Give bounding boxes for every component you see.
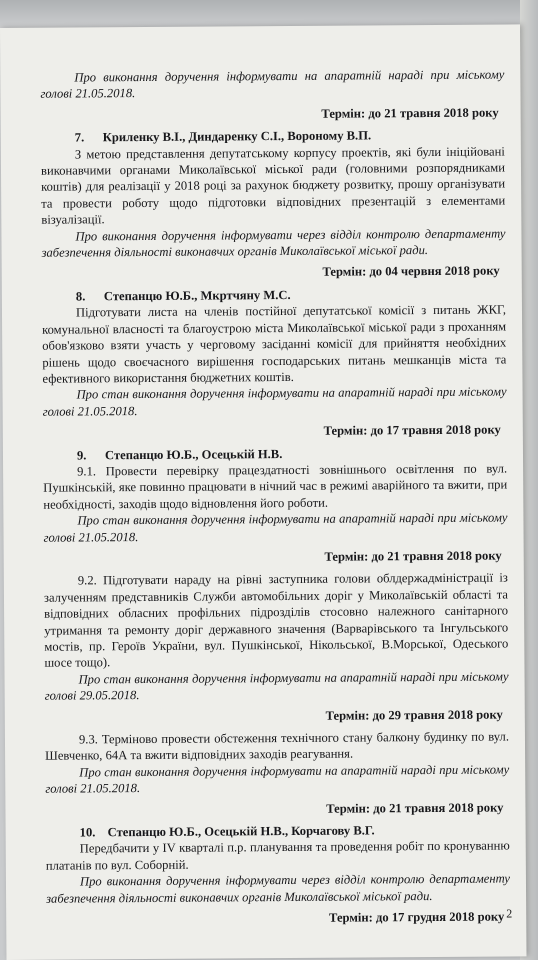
deadline bbox=[43, 422, 507, 442]
instruction-note: Про стан виконання доручення інформувати на апаратній нараді при міському голові 21.05.2018. bbox=[43, 510, 508, 545]
deadline bbox=[46, 909, 510, 929]
deadline-text: Термін: до 29 травня 2018 року bbox=[325, 707, 503, 723]
deadline-text: Термін: до 17 грудня 2018 року bbox=[328, 909, 505, 925]
section-number: 10. bbox=[79, 825, 96, 840]
deadline bbox=[42, 263, 506, 283]
deadline-text: Термін: до 21 травня 2018 року bbox=[321, 105, 499, 121]
section-assignees: Криленку В.І., Диндаренку С.І., Вороному В.П. bbox=[102, 128, 372, 145]
instruction-note: Про виконання доручення інформувати на апаратній нараді при міському голові 21.05.2018. bbox=[40, 67, 505, 102]
instruction-note: Про виконання доручення інформувати через відділ контролю департаменту забезпечення діяльності виконавчих органів Миколаївської міської ради. bbox=[46, 871, 511, 906]
section-assignees: Степанцю Ю.Б., Мкртчяну М.С. bbox=[103, 287, 291, 304]
instruction-note: Про виконання доручення інформувати через відділ контролю департаменту забезпечення діяльності виконавчих органів Миколаївської міської ради. bbox=[41, 226, 506, 260]
document-body bbox=[40, 66, 513, 934]
paragraph: 9.3. Терміново провести обстеження технічного стану балкону будинку по вул. Шевченко, 64А та вжити відповідних заходів реагування. bbox=[45, 729, 510, 764]
section-number: 8. bbox=[75, 289, 86, 304]
paragraph: Передбачити у IV кварталі п.р. планування та проведення робіт по кронуванню платанів по вул. Соборній. bbox=[45, 838, 510, 873]
deadline-text: Термін: до 17 травня 2018 року bbox=[323, 422, 501, 438]
paragraph: 9.1. Провести перевірку працездатності зовнішнього освітлення по вул. Пушкінській, яке повинно працювати в нічний час в режимі аварійного та вжити, при необхідності, заходів щодо відновлення його роботи. bbox=[43, 461, 508, 512]
section-assignees: Степанцю Ю.Б., Осецькій Н.В. bbox=[104, 446, 283, 462]
paragraph: Підготувати листа на членів постійної депутатської комісії з питань ЖКГ, комунальної власності та благоустрою міста Миколаївської міської ради з проханням обов'язково взяти участь у черговому засіданні комісії для прийняття необхідних рішень щодо своєчасного вирішення господарських питань мешканців міста та ефективного використання бюджетних коштів. bbox=[42, 302, 507, 386]
deadline-text: Термін: до 21 травня 2018 року bbox=[324, 548, 502, 564]
page-number: 2 bbox=[506, 906, 513, 921]
paragraph: 9.2. Підготувати нараду на рівні заступника голови облдержадміністрації із залученням представників Служби автомобільних доріг у Миколаївській області та відповідних обласних профільних підрозділів стосовно належного санітарного утримання та ремонту доріг державного значення (Варварівського та Інгульського мостів, пр. Героїв України, вул. Пушкінської, Нікольської, В.Морської, Одеського шосе тощо). bbox=[43, 570, 509, 671]
deadline-text: Термін: до 04 червня 2018 року bbox=[322, 263, 500, 280]
deadline bbox=[41, 104, 505, 124]
deadline bbox=[44, 547, 508, 567]
section-number: 7. bbox=[74, 130, 85, 145]
deadline bbox=[45, 799, 509, 819]
section-assignees: Степанцю Ю.Б., Осецькій Н.В., Корчагову В.Г. bbox=[107, 823, 375, 840]
instruction-note: Про стан виконання доручення інформувати на апаратній нараді при міському голові 21.05.2018. bbox=[45, 762, 510, 796]
deadline bbox=[45, 706, 509, 726]
instruction-note: Про стан виконання доручення інформувати на апаратній нараді при міському голові 21.05.2018. bbox=[42, 384, 507, 419]
instruction-note: Про стан виконання доручення інформувати на апаратній нараді при міському голові 29.05.2018. bbox=[44, 669, 509, 703]
deadline-text: Термін: до 21 травня 2018 року bbox=[326, 800, 504, 816]
paragraph: З метою представлення депутатському корпусу проектів, які були ініційовані виконавчими органами Миколаївської міської ради (головними розпорядниками коштів) для реалізації у 2018 році за рахунок бюджету розвитку, прошу організувати та провести роботу щодо підготовки відповідних презентацій з елементами візуалізації. bbox=[40, 144, 506, 227]
document-page bbox=[0, 24, 526, 960]
section-number: 9. bbox=[76, 447, 87, 463]
